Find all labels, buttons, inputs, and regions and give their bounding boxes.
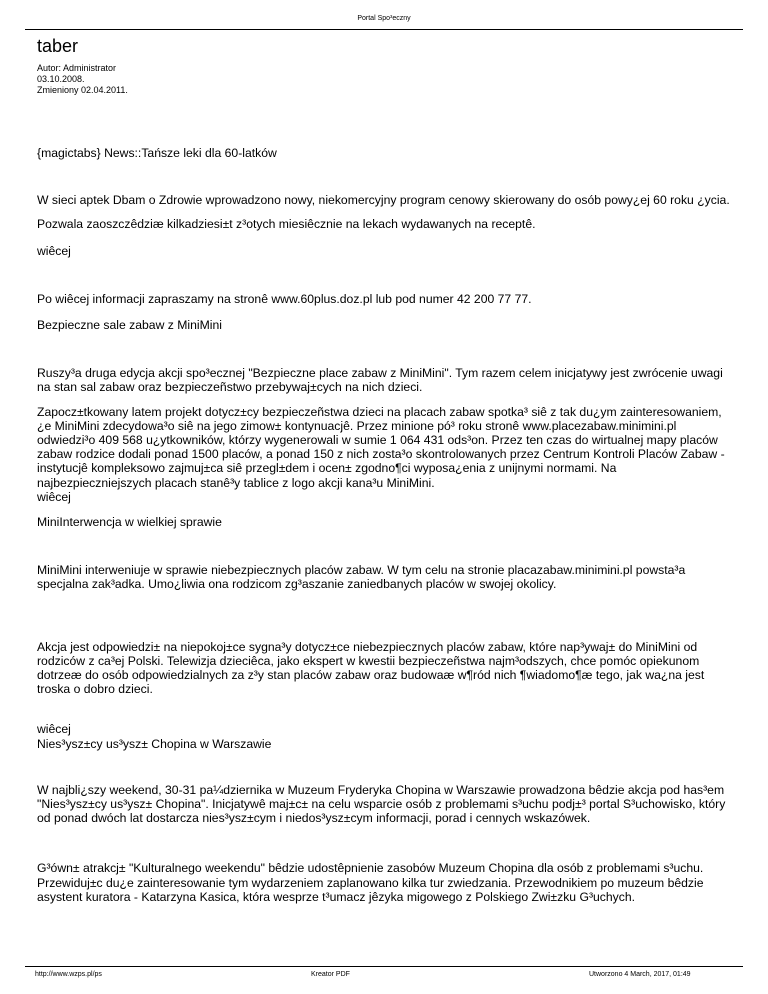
section-title: Bezpieczne sale zabaw z MiniMini xyxy=(37,318,222,333)
tabs-heading: {magictabs} News::Tańsze leki dla 60-latków xyxy=(37,146,277,160)
footer-url: http://www.wzps.pl/ps xyxy=(35,971,102,978)
paragraph: W najbli¿szy weekend, 30-31 pa¼dziernika w Muzeum Fryderyka Chopina w Warszawie prowadzona bêdzie akcja pod has³em "Nies³ysz±cy us³ysz± Chopina". Inicjatywê maj±c± na celu wsparcie osób z problemami s³uchu podj±³ portal S³uchowisko, który od ponad dwóch lat dostarcza nies³ysz±cym i niedos³ysz±cym informacji, porad i cennych wskazówek. xyxy=(37,782,726,826)
article-modified-date: Zmieniony 02.04.2011. xyxy=(37,85,128,95)
article-author: Autor: Administrator xyxy=(37,63,117,73)
more-link[interactable]: wiêcej xyxy=(37,243,71,258)
more-link[interactable]: wiêcej xyxy=(37,489,71,504)
article-title: taber xyxy=(37,36,79,56)
article-created-date: 03.10.2008. xyxy=(37,74,85,84)
article-meta xyxy=(37,63,733,96)
paragraph: Zapocz±tkowany latem projekt dotycz±cy bezpieczeñstwa dzieci na placach zabaw spotka³ siê z tak du¿ym zainteresowaniem, ¿e MiniMini zdecydowa³o siê na jego zimow± kontynuacjê. Przez minione pó³ roku stronê www.placezabaw.minimini.pl odwiedzi³o 409 568 u¿ytkowników, którzy wygenerowali w sumie 1 064 431 ods³on. Przez ten czas do wirtualnej mapy placów zabaw rodzice dodali ponad 1500 placów, a ponad 150 z nich zosta³o skontrolowanych przez Centrum Kontroli Placów Zabaw - instytucjê kompleksowo zajmuj±ca siê przegl±dem i ocen± zgodno¶ci wyposa¿enia z unijnymi normami. Na najbezpieczniejszych placach stanê³y tablice z logo akcji kana³u MiniMini. xyxy=(37,404,725,490)
paragraph: W sieci aptek Dbam o Zdrowie wprowadzono nowy, niekomercyjny program cenowy skierowany do osób powy¿ej 60 roku ¿ycia. xyxy=(37,193,730,208)
footer-created-date: Utworzono 4 March, 2017, 01:49 xyxy=(589,971,691,978)
footer-generator: Kreator PDF xyxy=(311,971,350,978)
article-content xyxy=(37,36,733,904)
section-title: Nies³ysz±cy us³ysz± Chopina w Warszawie xyxy=(37,736,272,751)
paragraph: G³ówn± atrakcj± "Kulturalnego weekendu" bêdzie udostêpnienie zasobów Muzeum Chopina dla osób z problemami s³uchu. Przewiduj±c du¿e zainteresowanie tym wydarzeniem zaplanowano kilka tur zwiedzania. Przewodnikiem po muzeum bêdzie asystent kuratora - Katarzyna Kasica, która wesprze t³umacz jêzyka migowego z Polskiego Zwi±zku G³uchych. xyxy=(37,861,704,904)
paragraph: MiniMini interweniuje w sprawie niebezpiecznych placów zabaw. W tym celu na stronie placazabaw.minimini.pl powsta³a specjalna zak³adka. Umo¿liwia ona rodzicom zg³aszanie zaniedbanych placów w swojej okolicy. xyxy=(37,563,686,592)
page-footer xyxy=(25,966,743,987)
page-header xyxy=(25,0,743,30)
paragraph: Akcja jest odpowiedzi± na niepokoj±ce sygna³y dotycz±ce niebezpiecznych placów zabaw, które nap³ywaj± do MiniMini od rodziców z ca³ej Polski. Telewizja dzieciêca, jako ekspert w kwestii bezpieczeñstwa najm³odszych, chce pomóc opiekunom dotrzeæ do osób odpowiedzialnych za z³y stan placów zabaw oraz budowaæ w¶ród nich ¶wiadomo¶æ tego, jak wa¿na jest troska o dobro dzieci. xyxy=(37,639,705,697)
more-link[interactable]: wiêcej xyxy=(37,722,71,737)
paragraph: Po wiêcej informacji zapraszamy na stronê www.60plus.doz.pl lub pod numer 42 200 77 77. xyxy=(37,291,532,306)
section-title: MiniInterwencja w wielkiej sprawie xyxy=(37,515,222,530)
site-name: Portal Spo³eczny xyxy=(357,15,411,22)
paragraph: Pozwala zaoszczêdziæ kilkadziesi±t z³otych miesiêcznie na lekach wydawanych na receptê. xyxy=(37,217,536,232)
paragraph: Ruszy³a druga edycja akcji spo³ecznej "Bezpieczne place zabaw z MiniMini". Tym razem celem inicjatywy jest zwrócenie uwagi na stan sal zabaw oraz bezpieczeñstwo przebywaj±cych na nich dzieci. xyxy=(37,366,723,395)
